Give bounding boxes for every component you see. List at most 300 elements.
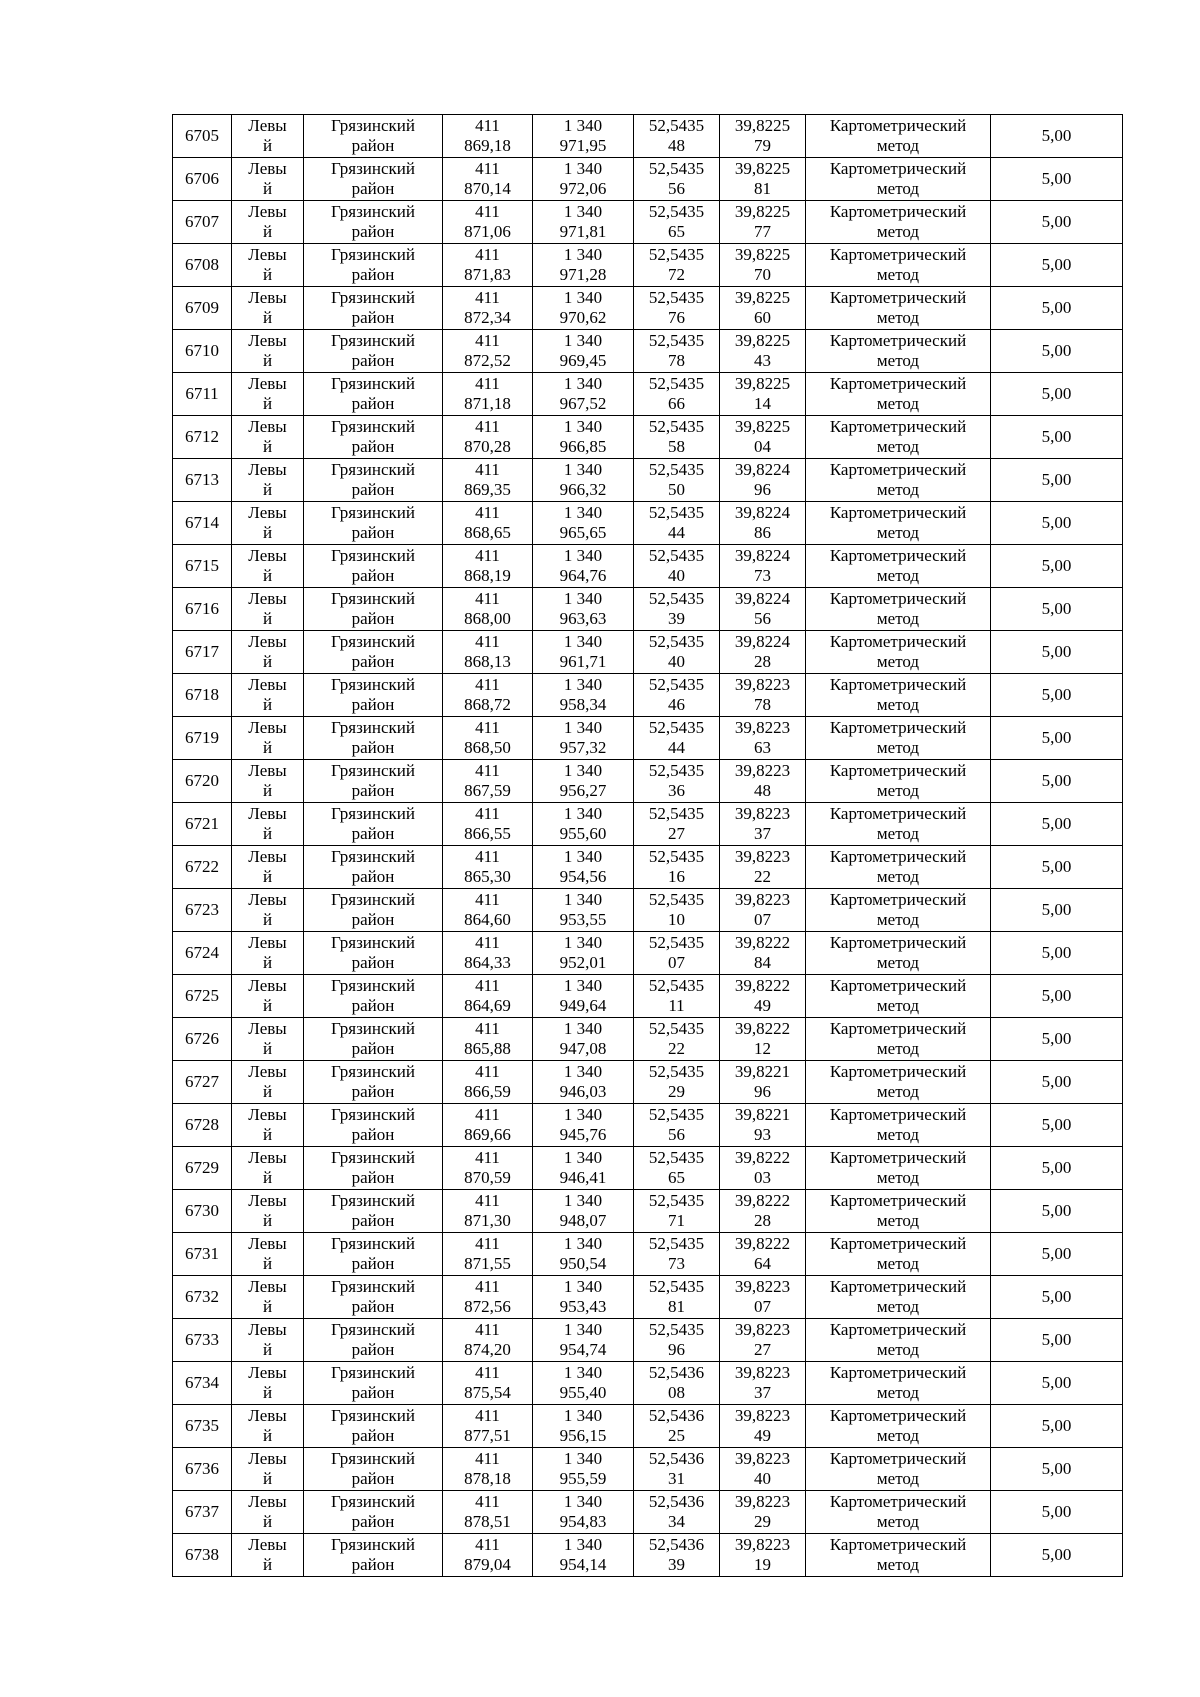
accuracy-cell: 5,00 (991, 459, 1123, 502)
side-cell-line: Левы (248, 1320, 287, 1339)
method-cell-line: метод (876, 1512, 920, 1531)
method-cell-line: метод (876, 1555, 920, 1574)
district-cell-line: Грязинский (331, 1406, 415, 1425)
table-row (173, 502, 1123, 545)
latitude-cell-line: 81 (668, 1297, 685, 1316)
district-cell-line: Грязинский (331, 1363, 415, 1382)
longitude-cell (720, 244, 806, 287)
district-cell-line: район (351, 1555, 395, 1574)
longitude-cell-line: 28 (754, 1211, 771, 1230)
side-cell (232, 1147, 304, 1190)
district-cell-line: район (351, 1469, 395, 1488)
longitude-cell-line: 84 (754, 953, 771, 972)
x-coordinate-cell-line: 877,51 (464, 1426, 511, 1445)
latitude-cell (634, 1405, 720, 1448)
x-coordinate-cell-line: 411 (475, 116, 500, 135)
longitude-cell-line: 56 (754, 609, 771, 628)
latitude-cell-line: 52,5436 (648, 1492, 705, 1511)
x-coordinate-cell (443, 330, 533, 373)
district-cell-line: Грязинский (331, 933, 415, 952)
method-cell-line: Картометрический (829, 976, 967, 995)
y-coordinate-cell (533, 1362, 634, 1405)
longitude-cell (720, 717, 806, 760)
method-cell-line: Картометрический (829, 718, 967, 737)
x-coordinate-cell-line: 871,06 (464, 222, 511, 241)
method-cell-line: Картометрический (829, 589, 967, 608)
method-cell-line: метод (876, 824, 920, 843)
longitude-cell (720, 1405, 806, 1448)
latitude-cell-line: 34 (668, 1512, 685, 1531)
longitude-cell-line: 39,8223 (734, 761, 791, 780)
latitude-cell-line: 46 (668, 695, 685, 714)
side-cell-line: й (262, 1125, 273, 1144)
method-cell-line: метод (876, 1340, 920, 1359)
longitude-cell (720, 416, 806, 459)
x-coordinate-cell (443, 115, 533, 158)
latitude-cell-line: 52,5436 (648, 1363, 705, 1382)
district-cell-line: район (351, 1426, 395, 1445)
method-cell (806, 932, 991, 975)
point-number-cell: 6721 (173, 803, 232, 846)
accuracy-cell: 5,00 (991, 502, 1123, 545)
accuracy-cell: 5,00 (991, 330, 1123, 373)
side-cell-line: Левы (248, 589, 287, 608)
method-cell-line: метод (876, 609, 920, 628)
latitude-cell-line: 52,5435 (648, 804, 705, 823)
side-cell (232, 674, 304, 717)
method-cell (806, 717, 991, 760)
side-cell-line: й (262, 308, 273, 327)
x-coordinate-cell-line: 871,55 (464, 1254, 511, 1273)
method-cell (806, 760, 991, 803)
x-coordinate-cell-line: 868,00 (464, 609, 511, 628)
accuracy-cell: 5,00 (991, 975, 1123, 1018)
district-cell (304, 803, 443, 846)
x-coordinate-cell-line: 411 (475, 374, 500, 393)
table-row (173, 588, 1123, 631)
y-coordinate-cell-line: 1 340 (563, 847, 603, 866)
longitude-cell-line: 39,8222 (734, 933, 791, 952)
method-cell-line: Картометрический (829, 1148, 967, 1167)
district-cell-line: Грязинский (331, 804, 415, 823)
x-coordinate-cell-line: 872,34 (464, 308, 511, 327)
y-coordinate-cell-line: 956,27 (559, 781, 607, 800)
x-coordinate-cell-line: 411 (475, 1449, 500, 1468)
x-coordinate-cell-line: 411 (475, 890, 500, 909)
latitude-cell-line: 76 (668, 308, 685, 327)
y-coordinate-cell-line: 955,59 (559, 1469, 607, 1488)
side-cell (232, 1276, 304, 1319)
method-cell-line: Картометрический (829, 847, 967, 866)
x-coordinate-cell-line: 411 (475, 589, 500, 608)
latitude-cell-line: 52,5435 (648, 546, 705, 565)
district-cell-line: Грязинский (331, 159, 415, 178)
district-cell-line: Грязинский (331, 1019, 415, 1038)
latitude-cell-line: 07 (668, 953, 685, 972)
longitude-cell (720, 459, 806, 502)
point-number-cell: 6725 (173, 975, 232, 1018)
side-cell-line: Левы (248, 761, 287, 780)
accuracy-cell: 5,00 (991, 760, 1123, 803)
longitude-cell-line: 39,8222 (734, 1234, 791, 1253)
district-cell-line: район (351, 222, 395, 241)
longitude-cell-line: 78 (754, 695, 771, 714)
side-cell-line: й (262, 781, 273, 800)
side-cell-line: Левы (248, 1191, 287, 1210)
longitude-cell-line: 39,8223 (734, 1320, 791, 1339)
x-coordinate-cell-line: 874,20 (464, 1340, 511, 1359)
x-coordinate-cell (443, 416, 533, 459)
method-cell (806, 373, 991, 416)
x-coordinate-cell-line: 411 (475, 976, 500, 995)
y-coordinate-cell-line: 1 340 (563, 1320, 603, 1339)
longitude-cell-line: 48 (754, 781, 771, 800)
longitude-cell (720, 1018, 806, 1061)
x-coordinate-cell (443, 545, 533, 588)
x-coordinate-cell-line: 411 (475, 1363, 500, 1382)
district-cell-line: район (351, 824, 395, 843)
method-cell-line: метод (876, 1211, 920, 1230)
point-number-cell: 6705 (173, 115, 232, 158)
latitude-cell-line: 52,5435 (648, 116, 705, 135)
x-coordinate-cell-line: 411 (475, 1406, 500, 1425)
x-coordinate-cell (443, 1405, 533, 1448)
side-cell-line: й (262, 738, 273, 757)
y-coordinate-cell-line: 1 340 (563, 202, 603, 221)
district-cell (304, 1491, 443, 1534)
district-cell (304, 416, 443, 459)
point-number-cell: 6722 (173, 846, 232, 889)
latitude-cell-line: 25 (668, 1426, 685, 1445)
x-coordinate-cell-line: 411 (475, 804, 500, 823)
longitude-cell-line: 29 (754, 1512, 771, 1531)
table-row (173, 201, 1123, 244)
method-cell-line: метод (876, 953, 920, 972)
y-coordinate-cell-line: 1 340 (563, 1105, 603, 1124)
x-coordinate-cell-line: 870,14 (464, 179, 511, 198)
latitude-cell-line: 52,5435 (648, 1234, 705, 1253)
longitude-cell (720, 760, 806, 803)
latitude-cell-line: 78 (668, 351, 685, 370)
district-cell (304, 330, 443, 373)
latitude-cell-line: 52,5435 (648, 761, 705, 780)
x-coordinate-cell-line: 411 (475, 1191, 500, 1210)
longitude-cell-line: 73 (754, 566, 771, 585)
side-cell (232, 459, 304, 502)
method-cell (806, 158, 991, 201)
side-cell (232, 846, 304, 889)
side-cell-line: й (262, 695, 273, 714)
accuracy-cell: 5,00 (991, 1104, 1123, 1147)
point-number-cell: 6735 (173, 1405, 232, 1448)
district-cell (304, 158, 443, 201)
y-coordinate-cell-line: 1 340 (563, 1492, 603, 1511)
x-coordinate-cell-line: 868,72 (464, 695, 511, 714)
latitude-cell-line: 52,5435 (648, 1191, 705, 1210)
latitude-cell (634, 803, 720, 846)
method-cell-line: метод (876, 136, 920, 155)
longitude-cell-line: 49 (754, 996, 771, 1015)
district-cell (304, 1276, 443, 1319)
y-coordinate-cell-line: 972,06 (559, 179, 607, 198)
table-row (173, 1061, 1123, 1104)
district-cell-line: район (351, 523, 395, 542)
method-cell (806, 502, 991, 545)
latitude-cell-line: 08 (668, 1383, 685, 1402)
district-cell (304, 674, 443, 717)
x-coordinate-cell-line: 411 (475, 933, 500, 952)
latitude-cell (634, 975, 720, 1018)
longitude-cell (720, 1104, 806, 1147)
district-cell (304, 502, 443, 545)
latitude-cell (634, 416, 720, 459)
method-cell-line: Картометрический (829, 1320, 967, 1339)
x-coordinate-cell-line: 411 (475, 1234, 500, 1253)
method-cell (806, 1491, 991, 1534)
district-cell-line: Грязинский (331, 1492, 415, 1511)
y-coordinate-cell-line: 958,34 (559, 695, 607, 714)
district-cell-line: район (351, 1340, 395, 1359)
y-coordinate-cell (533, 115, 634, 158)
x-coordinate-cell-line: 868,65 (464, 523, 511, 542)
x-coordinate-cell-line: 411 (475, 718, 500, 737)
latitude-cell (634, 932, 720, 975)
side-cell-line: Левы (248, 1148, 287, 1167)
latitude-cell-line: 52,5435 (648, 245, 705, 264)
latitude-cell (634, 717, 720, 760)
table-row (173, 760, 1123, 803)
district-cell-line: Грязинский (331, 546, 415, 565)
side-cell (232, 244, 304, 287)
side-cell-line: Левы (248, 1277, 287, 1296)
y-coordinate-cell-line: 947,08 (559, 1039, 607, 1058)
longitude-cell-line: 39,8225 (734, 159, 791, 178)
longitude-cell-line: 28 (754, 652, 771, 671)
table-row (173, 1448, 1123, 1491)
latitude-cell-line: 52,5435 (648, 890, 705, 909)
y-coordinate-cell-line: 1 340 (563, 288, 603, 307)
x-coordinate-cell-line: 411 (475, 632, 500, 651)
side-cell-line: й (262, 1254, 273, 1273)
district-cell-line: район (351, 1254, 395, 1273)
y-coordinate-cell-line: 954,56 (559, 867, 607, 886)
y-coordinate-cell (533, 244, 634, 287)
side-cell (232, 373, 304, 416)
y-coordinate-cell-line: 953,43 (559, 1297, 607, 1316)
y-coordinate-cell-line: 1 340 (563, 503, 603, 522)
district-cell-line: район (351, 308, 395, 327)
x-coordinate-cell-line: 411 (475, 1277, 500, 1296)
side-cell-line: Левы (248, 159, 287, 178)
latitude-cell-line: 52,5435 (648, 632, 705, 651)
longitude-cell-line: 77 (754, 222, 771, 241)
side-cell-line: й (262, 910, 273, 929)
longitude-cell-line: 39,8225 (734, 116, 791, 135)
method-cell-line: метод (876, 1297, 920, 1316)
longitude-cell-line: 79 (754, 136, 771, 155)
y-coordinate-cell-line: 969,45 (559, 351, 607, 370)
longitude-cell-line: 39,8223 (734, 1449, 791, 1468)
side-cell (232, 1534, 304, 1577)
side-cell-line: й (262, 996, 273, 1015)
side-cell-line: й (262, 1039, 273, 1058)
table-row (173, 115, 1123, 158)
method-cell-line: Картометрический (829, 503, 967, 522)
method-cell-line: Картометрический (829, 632, 967, 651)
x-coordinate-cell (443, 1190, 533, 1233)
method-cell (806, 287, 991, 330)
district-cell-line: район (351, 566, 395, 585)
y-coordinate-cell (533, 1534, 634, 1577)
y-coordinate-cell (533, 1319, 634, 1362)
y-coordinate-cell (533, 803, 634, 846)
longitude-cell-line: 64 (754, 1254, 771, 1273)
y-coordinate-cell-line: 1 340 (563, 1277, 603, 1296)
method-cell-line: метод (876, 179, 920, 198)
latitude-cell-line: 72 (668, 265, 685, 284)
x-coordinate-cell (443, 201, 533, 244)
point-number-cell: 6720 (173, 760, 232, 803)
district-cell (304, 115, 443, 158)
method-cell (806, 1190, 991, 1233)
district-cell-line: Грязинский (331, 417, 415, 436)
side-cell-line: Левы (248, 976, 287, 995)
x-coordinate-cell (443, 244, 533, 287)
method-cell-line: Картометрический (829, 331, 967, 350)
y-coordinate-cell-line: 952,01 (559, 953, 607, 972)
y-coordinate-cell (533, 158, 634, 201)
latitude-cell-line: 52,5436 (648, 1535, 705, 1554)
y-coordinate-cell (533, 416, 634, 459)
accuracy-cell: 5,00 (991, 1147, 1123, 1190)
longitude-cell-line: 40 (754, 1469, 771, 1488)
side-cell (232, 545, 304, 588)
y-coordinate-cell-line: 956,15 (559, 1426, 607, 1445)
latitude-cell-line: 52,5435 (648, 1320, 705, 1339)
latitude-cell (634, 1061, 720, 1104)
x-coordinate-cell-line: 879,04 (464, 1555, 511, 1574)
method-cell (806, 545, 991, 588)
district-cell-line: Грязинский (331, 1062, 415, 1081)
latitude-cell-line: 52,5435 (648, 1148, 705, 1167)
side-cell (232, 287, 304, 330)
district-cell (304, 1448, 443, 1491)
x-coordinate-cell-line: 871,30 (464, 1211, 511, 1230)
x-coordinate-cell-line: 411 (475, 503, 500, 522)
table-row (173, 1190, 1123, 1233)
district-cell-line: Грязинский (331, 761, 415, 780)
accuracy-cell: 5,00 (991, 889, 1123, 932)
table-row (173, 1405, 1123, 1448)
method-cell-line: Картометрический (829, 1105, 967, 1124)
method-cell-line: Картометрический (829, 460, 967, 479)
table-row (173, 330, 1123, 373)
y-coordinate-cell-line: 970,62 (559, 308, 607, 327)
y-coordinate-cell-line: 967,52 (559, 394, 607, 413)
method-cell (806, 1147, 991, 1190)
y-coordinate-cell-line: 948,07 (559, 1211, 607, 1230)
method-cell-line: метод (876, 437, 920, 456)
side-cell (232, 1405, 304, 1448)
district-cell (304, 975, 443, 1018)
latitude-cell (634, 1491, 720, 1534)
longitude-cell (720, 158, 806, 201)
side-cell-line: Левы (248, 847, 287, 866)
district-cell (304, 1233, 443, 1276)
side-cell-line: Левы (248, 675, 287, 694)
district-cell (304, 545, 443, 588)
y-coordinate-cell-line: 1 340 (563, 374, 603, 393)
district-cell-line: Грязинский (331, 1277, 415, 1296)
side-cell-line: Левы (248, 331, 287, 350)
side-cell-line: й (262, 1469, 273, 1488)
x-coordinate-cell-line: 864,33 (464, 953, 511, 972)
side-cell (232, 1018, 304, 1061)
x-coordinate-cell (443, 803, 533, 846)
point-number-cell: 6711 (173, 373, 232, 416)
longitude-cell (720, 1534, 806, 1577)
method-cell-line: Картометрический (829, 374, 967, 393)
method-cell (806, 416, 991, 459)
longitude-cell-line: 96 (754, 480, 771, 499)
x-coordinate-cell (443, 889, 533, 932)
side-cell-line: Левы (248, 1449, 287, 1468)
y-coordinate-cell (533, 889, 634, 932)
side-cell (232, 1061, 304, 1104)
district-cell (304, 1061, 443, 1104)
side-cell-line: й (262, 1082, 273, 1101)
x-coordinate-cell-line: 411 (475, 1148, 500, 1167)
method-cell (806, 803, 991, 846)
side-cell (232, 1104, 304, 1147)
side-cell (232, 1491, 304, 1534)
district-cell-line: Грязинский (331, 331, 415, 350)
accuracy-cell: 5,00 (991, 846, 1123, 889)
method-cell (806, 889, 991, 932)
latitude-cell-line: 52,5436 (648, 1406, 705, 1425)
longitude-cell-line: 39,8225 (734, 288, 791, 307)
y-coordinate-cell (533, 588, 634, 631)
x-coordinate-cell (443, 158, 533, 201)
district-cell-line: район (351, 1512, 395, 1531)
latitude-cell-line: 27 (668, 824, 685, 843)
x-coordinate-cell-line: 411 (475, 675, 500, 694)
side-cell-line: й (262, 1426, 273, 1445)
district-cell-line: район (351, 136, 395, 155)
latitude-cell-line: 52,5435 (648, 1277, 705, 1296)
district-cell (304, 1104, 443, 1147)
side-cell-line: Левы (248, 503, 287, 522)
y-coordinate-cell (533, 373, 634, 416)
side-cell-line: Левы (248, 417, 287, 436)
latitude-cell-line: 48 (668, 136, 685, 155)
longitude-cell-line: 04 (754, 437, 771, 456)
latitude-cell (634, 846, 720, 889)
point-number-cell: 6729 (173, 1147, 232, 1190)
longitude-cell-line: 39,8222 (734, 1019, 791, 1038)
point-number-cell: 6726 (173, 1018, 232, 1061)
longitude-cell (720, 1276, 806, 1319)
latitude-cell-line: 52,5435 (648, 675, 705, 694)
y-coordinate-cell (533, 1233, 634, 1276)
longitude-cell (720, 201, 806, 244)
method-cell-line: Картометрический (829, 761, 967, 780)
side-cell (232, 803, 304, 846)
latitude-cell (634, 588, 720, 631)
table-row (173, 1147, 1123, 1190)
y-coordinate-cell-line: 954,14 (559, 1555, 607, 1574)
y-coordinate-cell-line: 1 340 (563, 1191, 603, 1210)
